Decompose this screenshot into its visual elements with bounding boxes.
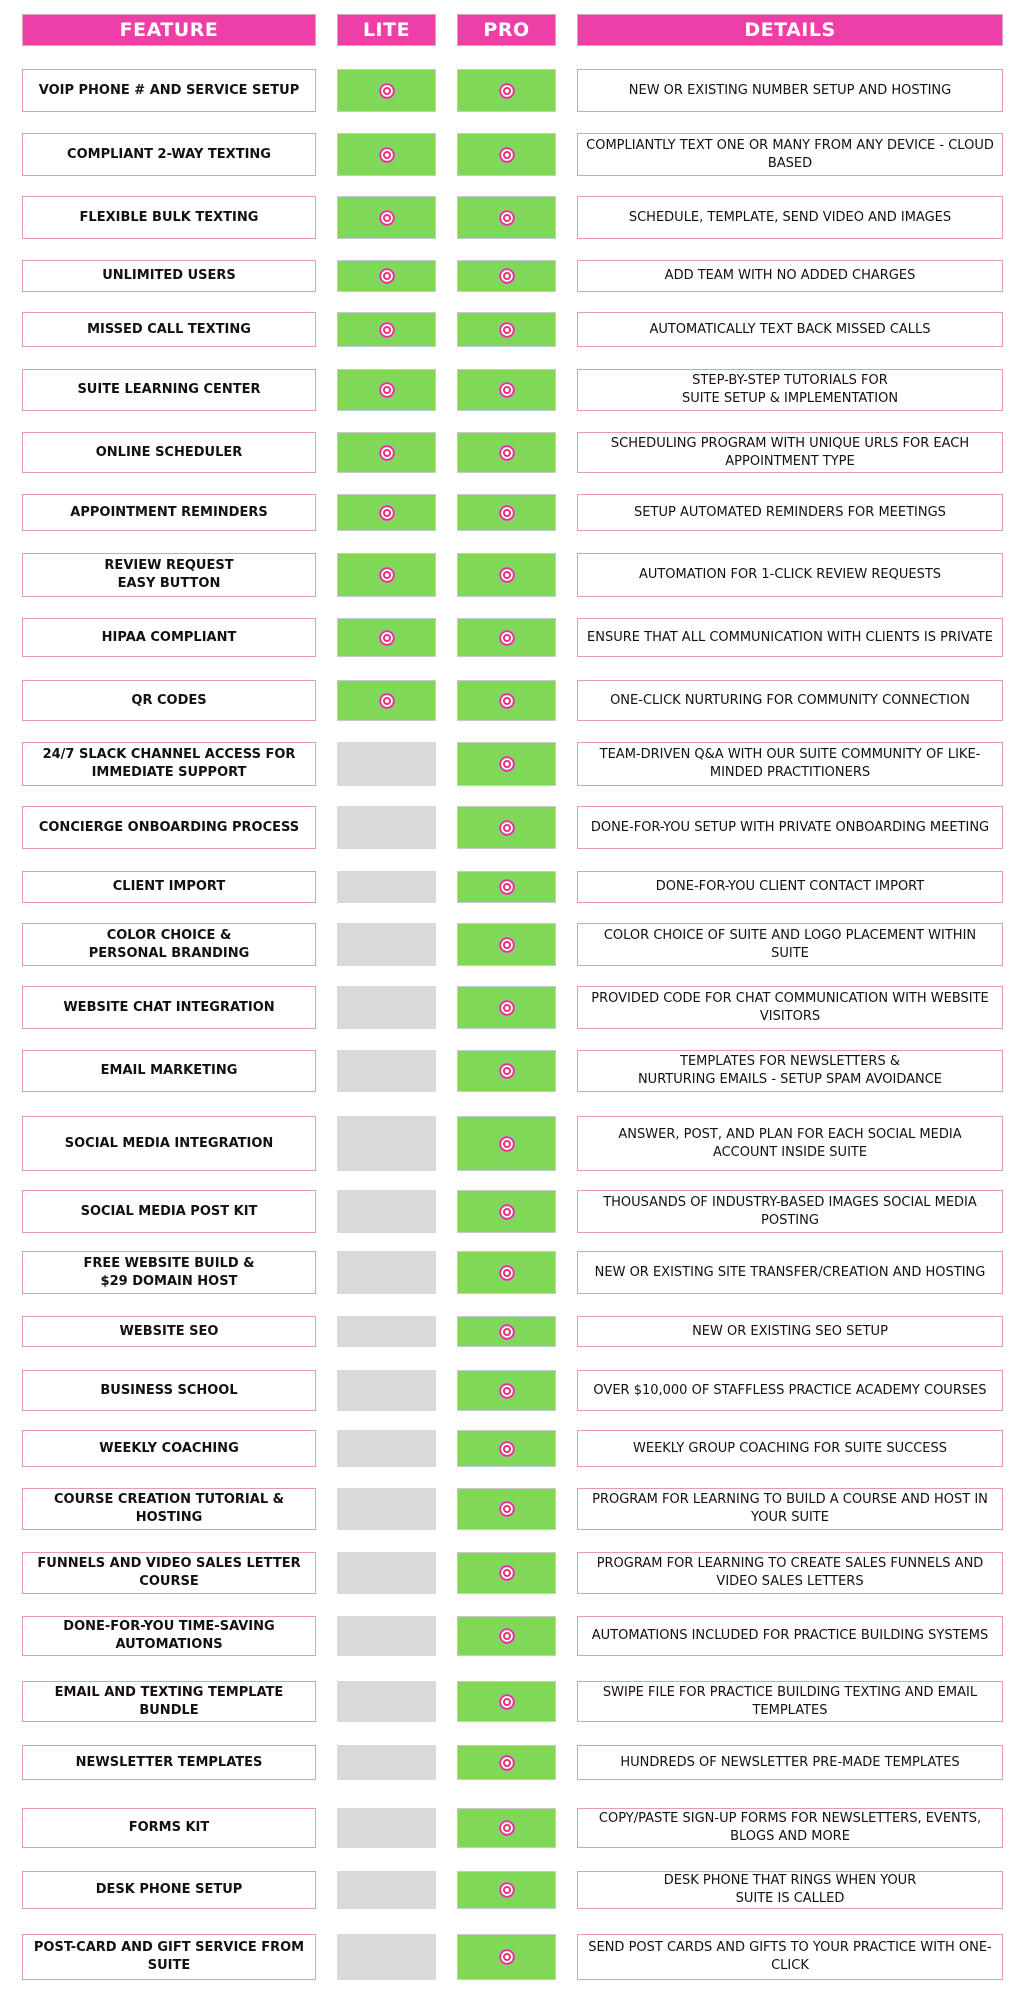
details-cell: TEAM-DRIVEN Q&A WITH OUR SUITE COMMUNITY OF LIKE-MINDED PRACTITIONERS bbox=[577, 742, 1003, 786]
pro-cell-included bbox=[457, 1370, 556, 1411]
target-icon bbox=[498, 209, 516, 227]
table-row bbox=[0, 1934, 1024, 1980]
pro-cell-included bbox=[457, 680, 556, 721]
feature-cell: SOCIAL MEDIA POST KIT bbox=[22, 1190, 316, 1233]
table-row bbox=[0, 1116, 1024, 1171]
target-icon bbox=[498, 629, 516, 647]
target-icon bbox=[498, 146, 516, 164]
header-details: DETAILS bbox=[577, 14, 1003, 46]
details-cell: NEW OR EXISTING NUMBER SETUP AND HOSTING bbox=[577, 69, 1003, 112]
pro-cell-included bbox=[457, 1934, 556, 1980]
lite-cell-not-included bbox=[337, 1430, 436, 1467]
lite-cell-not-included bbox=[337, 1316, 436, 1347]
details-cell: THOUSANDS OF INDUSTRY-BASED IMAGES SOCIAL MEDIA POSTING bbox=[577, 1190, 1003, 1233]
table-row bbox=[0, 1050, 1024, 1092]
feature-cell: COMPLIANT 2-WAY TEXTING bbox=[22, 133, 316, 176]
feature-cell: FUNNELS AND VIDEO SALES LETTER COURSE bbox=[22, 1552, 316, 1594]
details-cell: NEW OR EXISTING SITE TRANSFER/CREATION AND HOSTING bbox=[577, 1251, 1003, 1294]
feature-cell: WEBSITE SEO bbox=[22, 1316, 316, 1347]
details-cell: HUNDREDS OF NEWSLETTER PRE-MADE TEMPLATES bbox=[577, 1745, 1003, 1780]
feature-cell: REVIEW REQUEST EASY BUTTON bbox=[22, 553, 316, 597]
feature-cell: CLIENT IMPORT bbox=[22, 871, 316, 903]
target-icon bbox=[498, 1440, 516, 1458]
target-icon bbox=[498, 1323, 516, 1341]
table-row bbox=[0, 1251, 1024, 1294]
table-row bbox=[0, 806, 1024, 849]
details-cell: AUTOMATICALLY TEXT BACK MISSED CALLS bbox=[577, 312, 1003, 347]
feature-cell: NEWSLETTER TEMPLATES bbox=[22, 1745, 316, 1780]
details-cell: DONE-FOR-YOU CLIENT CONTACT IMPORT bbox=[577, 871, 1003, 903]
header-lite: LITE bbox=[337, 14, 436, 46]
table-row bbox=[0, 871, 1024, 903]
header-pro: PRO bbox=[457, 14, 556, 46]
details-cell: COPY/PASTE SIGN-UP FORMS FOR NEWSLETTERS, EVENTS, BLOGS AND MORE bbox=[577, 1808, 1003, 1848]
pro-cell-included bbox=[457, 133, 556, 176]
lite-cell-included bbox=[337, 312, 436, 347]
target-icon bbox=[498, 1564, 516, 1582]
details-cell: NEW OR EXISTING SEO SETUP bbox=[577, 1316, 1003, 1347]
details-cell: SCHEDULE, TEMPLATE, SEND VIDEO AND IMAGES bbox=[577, 196, 1003, 239]
feature-cell: 24/7 SLACK CHANNEL ACCESS FOR IMMEDIATE SUPPORT bbox=[22, 742, 316, 786]
feature-cell: COLOR CHOICE & PERSONAL BRANDING bbox=[22, 923, 316, 966]
details-cell: AUTOMATIONS INCLUDED FOR PRACTICE BUILDING SYSTEMS bbox=[577, 1616, 1003, 1656]
feature-cell: APPOINTMENT REMINDERS bbox=[22, 494, 316, 531]
details-cell: PROVIDED CODE FOR CHAT COMMUNICATION WITH WEBSITE VISITORS bbox=[577, 986, 1003, 1029]
details-cell: COLOR CHOICE OF SUITE AND LOGO PLACEMENT WITHIN SUITE bbox=[577, 923, 1003, 966]
header-feature: FEATURE bbox=[22, 14, 316, 46]
target-icon bbox=[378, 566, 396, 584]
lite-cell-included bbox=[337, 196, 436, 239]
details-cell: SWIPE FILE FOR PRACTICE BUILDING TEXTING AND EMAIL TEMPLATES bbox=[577, 1681, 1003, 1722]
details-cell: PROGRAM FOR LEARNING TO BUILD A COURSE AND HOST IN YOUR SUITE bbox=[577, 1488, 1003, 1530]
target-icon bbox=[378, 267, 396, 285]
table-row bbox=[0, 1430, 1024, 1467]
target-icon bbox=[498, 1500, 516, 1518]
lite-cell-not-included bbox=[337, 1616, 436, 1656]
details-cell: OVER $10,000 OF STAFFLESS PRACTICE ACADEMY COURSES bbox=[577, 1370, 1003, 1411]
feature-cell: WEEKLY COACHING bbox=[22, 1430, 316, 1467]
target-icon bbox=[378, 504, 396, 522]
table-row bbox=[0, 1190, 1024, 1233]
table-row bbox=[0, 69, 1024, 112]
pro-cell-included bbox=[457, 312, 556, 347]
lite-cell-not-included bbox=[337, 1251, 436, 1294]
details-cell: SEND POST CARDS AND GIFTS TO YOUR PRACTICE WITH ONE-CLICK bbox=[577, 1934, 1003, 1980]
pro-cell-included bbox=[457, 742, 556, 786]
details-cell: AUTOMATION FOR 1-CLICK REVIEW REQUESTS bbox=[577, 553, 1003, 597]
details-cell: SCHEDULING PROGRAM WITH UNIQUE URLS FOR EACH APPOINTMENT TYPE bbox=[577, 432, 1003, 473]
lite-cell-not-included bbox=[337, 1871, 436, 1909]
target-icon bbox=[498, 1881, 516, 1899]
lite-cell-not-included bbox=[337, 1934, 436, 1980]
feature-cell: QR CODES bbox=[22, 680, 316, 721]
pro-cell-included bbox=[457, 923, 556, 966]
lite-cell-not-included bbox=[337, 742, 436, 786]
table-row bbox=[0, 260, 1024, 292]
target-icon bbox=[498, 999, 516, 1017]
lite-cell-not-included bbox=[337, 1116, 436, 1171]
pro-cell-included bbox=[457, 69, 556, 112]
target-icon bbox=[378, 444, 396, 462]
details-cell: DONE-FOR-YOU SETUP WITH PRIVATE ONBOARDING MEETING bbox=[577, 806, 1003, 849]
feature-cell: FLEXIBLE BULK TEXTING bbox=[22, 196, 316, 239]
target-icon bbox=[378, 692, 396, 710]
pro-cell-included bbox=[457, 1681, 556, 1722]
table-row bbox=[0, 1616, 1024, 1656]
lite-cell-not-included bbox=[337, 986, 436, 1029]
feature-cell: EMAIL AND TEXTING TEMPLATE BUNDLE bbox=[22, 1681, 316, 1722]
pro-cell-included bbox=[457, 1050, 556, 1092]
feature-cell: SOCIAL MEDIA INTEGRATION bbox=[22, 1116, 316, 1171]
target-icon bbox=[498, 1203, 516, 1221]
lite-cell-included bbox=[337, 553, 436, 597]
target-icon bbox=[498, 692, 516, 710]
lite-cell-not-included bbox=[337, 1808, 436, 1848]
pro-cell-included bbox=[457, 1808, 556, 1848]
lite-cell-included bbox=[337, 680, 436, 721]
feature-cell: MISSED CALL TEXTING bbox=[22, 312, 316, 347]
target-icon bbox=[498, 936, 516, 954]
feature-cell: FORMS KIT bbox=[22, 1808, 316, 1848]
table-row bbox=[0, 1745, 1024, 1780]
target-icon bbox=[498, 1693, 516, 1711]
feature-cell: HIPAA COMPLIANT bbox=[22, 618, 316, 657]
target-icon bbox=[498, 819, 516, 837]
target-icon bbox=[498, 82, 516, 100]
feature-cell: ONLINE SCHEDULER bbox=[22, 432, 316, 473]
pro-cell-included bbox=[457, 553, 556, 597]
target-icon bbox=[498, 1382, 516, 1400]
pro-cell-included bbox=[457, 1116, 556, 1171]
target-icon bbox=[498, 504, 516, 522]
table-row bbox=[0, 618, 1024, 657]
table-row bbox=[0, 986, 1024, 1029]
lite-cell-included bbox=[337, 133, 436, 176]
table-row bbox=[0, 133, 1024, 176]
table-row bbox=[0, 1370, 1024, 1411]
pro-cell-included bbox=[457, 986, 556, 1029]
table-row bbox=[0, 1808, 1024, 1848]
lite-cell-not-included bbox=[337, 1488, 436, 1530]
target-icon bbox=[498, 321, 516, 339]
target-icon bbox=[498, 1627, 516, 1645]
target-icon bbox=[498, 1819, 516, 1837]
details-cell: ANSWER, POST, AND PLAN FOR EACH SOCIAL MEDIA ACCOUNT INSIDE SUITE bbox=[577, 1116, 1003, 1171]
lite-cell-not-included bbox=[337, 1681, 436, 1722]
details-cell: ENSURE THAT ALL COMMUNICATION WITH CLIENTS IS PRIVATE bbox=[577, 618, 1003, 657]
pro-cell-included bbox=[457, 1871, 556, 1909]
feature-cell: DONE-FOR-YOU TIME-SAVING AUTOMATIONS bbox=[22, 1616, 316, 1656]
table-row bbox=[0, 369, 1024, 411]
feature-cell: COURSE CREATION TUTORIAL & HOSTING bbox=[22, 1488, 316, 1530]
details-cell: COMPLIANTLY TEXT ONE OR MANY FROM ANY DEVICE - CLOUD BASED bbox=[577, 133, 1003, 176]
target-icon bbox=[378, 629, 396, 647]
table-row bbox=[0, 553, 1024, 597]
details-cell: SETUP AUTOMATED REMINDERS FOR MEETINGS bbox=[577, 494, 1003, 531]
table-row bbox=[0, 1871, 1024, 1909]
target-icon bbox=[378, 381, 396, 399]
table-row bbox=[0, 1552, 1024, 1594]
lite-cell-not-included bbox=[337, 1190, 436, 1233]
lite-cell-not-included bbox=[337, 1370, 436, 1411]
table-row bbox=[0, 432, 1024, 473]
lite-cell-not-included bbox=[337, 923, 436, 966]
feature-cell: VOIP PHONE # AND SERVICE SETUP bbox=[22, 69, 316, 112]
table-row bbox=[0, 742, 1024, 786]
feature-cell: DESK PHONE SETUP bbox=[22, 1871, 316, 1909]
lite-cell-included bbox=[337, 260, 436, 292]
target-icon bbox=[378, 82, 396, 100]
lite-cell-not-included bbox=[337, 806, 436, 849]
pro-cell-included bbox=[457, 1745, 556, 1780]
pro-cell-included bbox=[457, 1316, 556, 1347]
pro-cell-included bbox=[457, 871, 556, 903]
pro-cell-included bbox=[457, 806, 556, 849]
target-icon bbox=[498, 1264, 516, 1282]
pro-cell-included bbox=[457, 1190, 556, 1233]
table-row bbox=[0, 494, 1024, 531]
target-icon bbox=[498, 267, 516, 285]
lite-cell-not-included bbox=[337, 1552, 436, 1594]
table-row bbox=[0, 923, 1024, 966]
feature-cell: FREE WEBSITE BUILD & $29 DOMAIN HOST bbox=[22, 1251, 316, 1294]
pro-cell-included bbox=[457, 1251, 556, 1294]
table-row bbox=[0, 680, 1024, 721]
lite-cell-not-included bbox=[337, 1745, 436, 1780]
target-icon bbox=[378, 146, 396, 164]
pro-cell-included bbox=[457, 618, 556, 657]
pro-cell-included bbox=[457, 260, 556, 292]
details-cell: ONE-CLICK NURTURING FOR COMMUNITY CONNECTION bbox=[577, 680, 1003, 721]
details-cell: PROGRAM FOR LEARNING TO CREATE SALES FUNNELS AND VIDEO SALES LETTERS bbox=[577, 1552, 1003, 1594]
feature-cell: UNLIMITED USERS bbox=[22, 260, 316, 292]
target-icon bbox=[498, 1754, 516, 1772]
lite-cell-included bbox=[337, 369, 436, 411]
feature-cell: CONCIERGE ONBOARDING PROCESS bbox=[22, 806, 316, 849]
lite-cell-included bbox=[337, 618, 436, 657]
pro-cell-included bbox=[457, 432, 556, 473]
table-row bbox=[0, 1681, 1024, 1722]
lite-cell-included bbox=[337, 69, 436, 112]
details-cell: WEEKLY GROUP COACHING FOR SUITE SUCCESS bbox=[577, 1430, 1003, 1467]
feature-cell: EMAIL MARKETING bbox=[22, 1050, 316, 1092]
lite-cell-included bbox=[337, 432, 436, 473]
lite-cell-not-included bbox=[337, 1050, 436, 1092]
lite-cell-included bbox=[337, 494, 436, 531]
target-icon bbox=[498, 1135, 516, 1153]
pro-cell-included bbox=[457, 494, 556, 531]
target-icon bbox=[378, 321, 396, 339]
pro-cell-included bbox=[457, 196, 556, 239]
pro-cell-included bbox=[457, 1616, 556, 1656]
feature-cell: POST-CARD AND GIFT SERVICE FROM SUITE bbox=[22, 1934, 316, 1980]
target-icon bbox=[378, 209, 396, 227]
details-cell: STEP-BY-STEP TUTORIALS FOR SUITE SETUP & IMPLEMENTATION bbox=[577, 369, 1003, 411]
feature-cell: BUSINESS SCHOOL bbox=[22, 1370, 316, 1411]
table-row bbox=[0, 1316, 1024, 1347]
lite-cell-not-included bbox=[337, 871, 436, 903]
target-icon bbox=[498, 381, 516, 399]
pro-cell-included bbox=[457, 1552, 556, 1594]
details-cell: TEMPLATES FOR NEWSLETTERS & NURTURING EMAILS - SETUP SPAM AVOIDANCE bbox=[577, 1050, 1003, 1092]
pro-cell-included bbox=[457, 369, 556, 411]
table-row bbox=[0, 312, 1024, 347]
feature-cell: WEBSITE CHAT INTEGRATION bbox=[22, 986, 316, 1029]
table-row bbox=[0, 196, 1024, 239]
details-cell: DESK PHONE THAT RINGS WHEN YOUR SUITE IS CALLED bbox=[577, 1871, 1003, 1909]
pro-cell-included bbox=[457, 1430, 556, 1467]
target-icon bbox=[498, 755, 516, 773]
target-icon bbox=[498, 566, 516, 584]
pro-cell-included bbox=[457, 1488, 556, 1530]
target-icon bbox=[498, 444, 516, 462]
details-cell: ADD TEAM WITH NO ADDED CHARGES bbox=[577, 260, 1003, 292]
feature-cell: SUITE LEARNING CENTER bbox=[22, 369, 316, 411]
target-icon bbox=[498, 1062, 516, 1080]
target-icon bbox=[498, 1948, 516, 1966]
table-row bbox=[0, 1488, 1024, 1530]
target-icon bbox=[498, 878, 516, 896]
